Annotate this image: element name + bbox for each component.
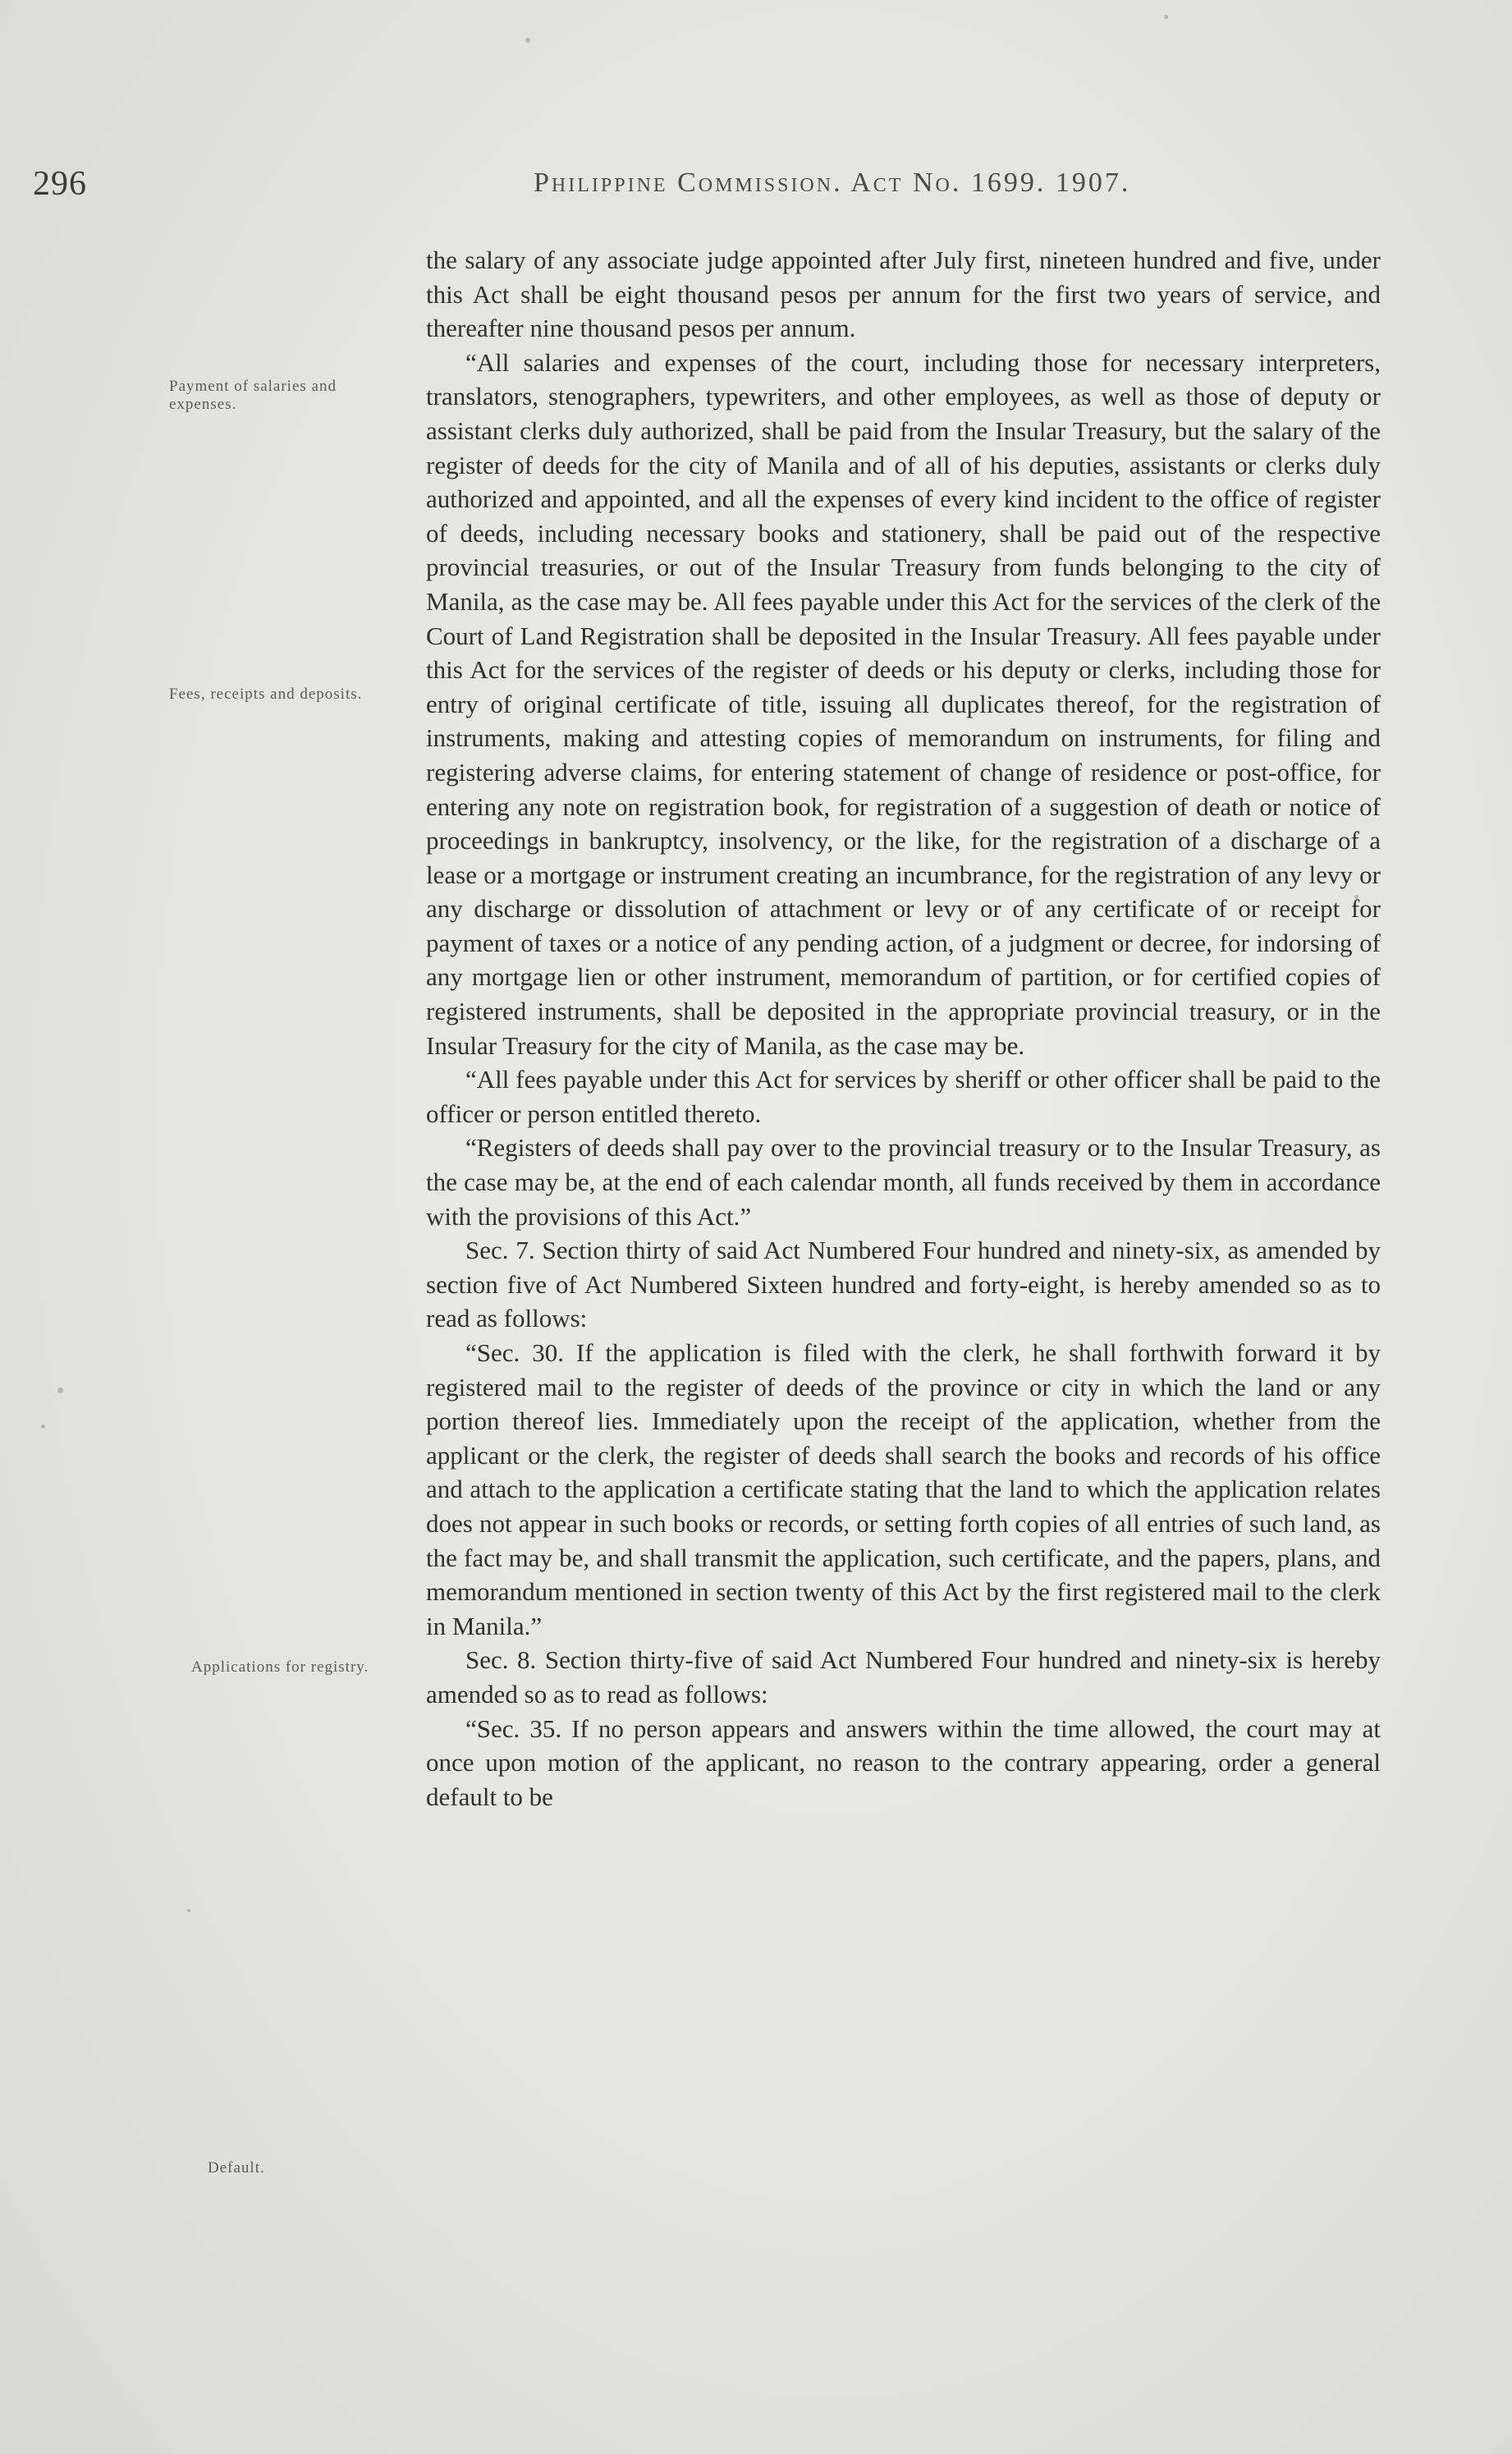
paragraph-section-35: “Sec. 35. If no person appears and answers within the time allowed, the court may at once upon motion of the applicant, no reason to the contrary appearing, order a general default to be xyxy=(426,1713,1381,1811)
margin-notes xyxy=(0,0,410,2454)
body-text xyxy=(426,243,1381,1814)
paragraph-section-7: Sec. 7. Section thirty of said Act Numbered Four hundred and ninety-six, as amended by section five of Act Numbered Sixteen hundred and forty-eight, is hereby amended so as to read as follows: xyxy=(426,1236,1381,1333)
paragraph-section-8: Sec. 8. Section thirty-five of said Act Numbered Four hundred and ninety-six is hereby amended so as to read as follows: xyxy=(426,1645,1381,1709)
page-number: 296 xyxy=(33,165,87,203)
paragraph-salary: the salary of any associate judge appointed after July first, nineteen hundred and five, under this Act shall be eight thousand pesos per annum for the first two years of service, and thereafter nine thousand pesos per annum. xyxy=(426,245,1381,343)
margin-note-fees: Fees, receipts and deposits. xyxy=(169,686,363,703)
margin-note-applications: Applications for registry. xyxy=(191,1658,369,1676)
paragraph-section-30: “Sec. 30. If the application is filed with the clerk, he shall forthwith forward it by registered mail to the register of deeds of the province or city in which the land or any portion thereof lies. Immediately upon the receipt of the application, whether from the applicant or the clerk, the register of deeds shall search the books and records of his office and attach to the application a certificate stating that the land to which the application relates does not appear in such books or records, or setting forth copies of all entries of such land, as the fact may be, and shall transmit the application, such certificate, and the papers, plans, and memorandum mentioned in section twenty of this Act by the first registered mail to the clerk in Manila.” xyxy=(426,1338,1381,1640)
paragraph-sheriff-fees: “All fees payable under this Act for services by sheriff or other officer shall be paid to the officer or person entitled thereto. xyxy=(426,1065,1381,1128)
running-head: Philippine Commission. Act No. 1699. 1907. xyxy=(534,167,1131,198)
paragraph-registers-pay: “Registers of deeds shall pay over to the provincial treasury or to the Insular Treasury, as the case may be, at the end of each calendar month, all funds received by them in accordance with the provisions of this Act.” xyxy=(426,1133,1381,1231)
margin-note-payment: Payment of salaries and expenses. xyxy=(169,378,337,413)
margin-note-default: Default. xyxy=(208,2159,265,2176)
scan-speck xyxy=(1164,15,1168,19)
scan-speck xyxy=(525,38,530,43)
paragraph-salaries-expenses: “All salaries and expenses of the court, including those for necessary interpreters, translators, stenographers, typewriters, and other employees, as well as those of deputy or assistant clerks duly authorized, shall be paid from the Insular Treasury, but the salary of the register of deeds for the city of Manila and of all of his deputies, assistants or clerks duly authorized and appointed, and all the expenses of every kind incident to the office of register of deeds, including necessary books and stationery, shall be paid out of the respective provincial treasuries, or out of the Insular Treasury from funds belonging to the city of Manila, as the case may be. All fees payable under this Act for the services of the clerk of the Court of Land Registration shall be deposited in the Insular Treasury. All fees payable under this Act for the services of the register of deeds or his deputy or clerks, including those for entry of original certificate of title, issuing all duplicates thereof, for the registration of instruments, making and attesting copies of memorandum on instruments, for filing and registering adverse claims, for entering statement of change of residence or post-office, for entering any note on registration book, for registration of a suggestion of death or notice of proceedings in bankruptcy, insolvency, or the like, for the registration of a discharge of a lease or a mortgage or instrument creating an incumbrance, for the registration of any levy or any discharge or dissolution of attachment or levy or of any certificate of or receipt for payment of taxes or a notice of any pending action, of a judgment or decree, for indorsing of any mortgage lien or other instrument, memorandum of partition, or for certified copies of registered instruments, shall be deposited in the appropriate provincial treasury, or in the Insular Treasury for the city of Manila, as the case may be. xyxy=(426,347,1381,1060)
